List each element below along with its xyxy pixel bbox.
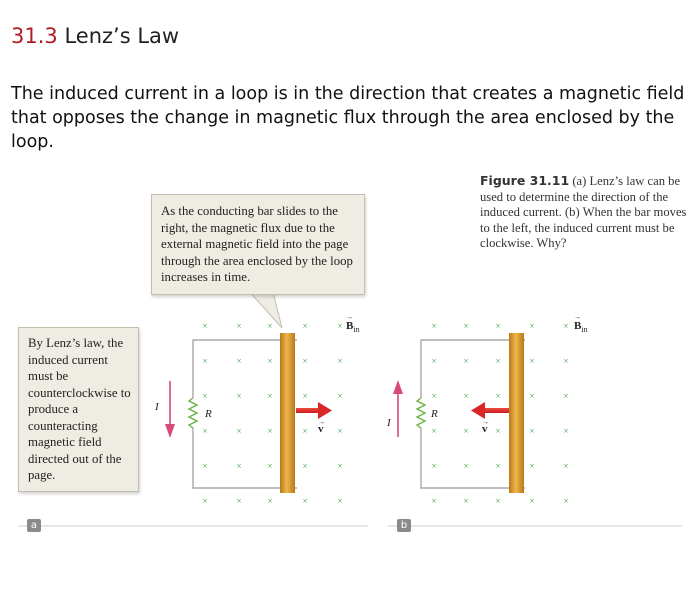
cross: ×: [302, 356, 308, 366]
intro-paragraph: The induced current in a loop is in the direction that creates a magnetic field that opposes the change in magnetic flux through the area enclosed by the loop.: [11, 84, 685, 152]
field-subscript-b: in: [581, 325, 588, 334]
velocity-vector-mark-a: →: [318, 418, 325, 426]
field-crosses-b: [431, 321, 568, 506]
cross: ×: [236, 461, 242, 471]
cross: ×: [495, 391, 501, 401]
current-arrowhead-b: [393, 380, 403, 394]
current-arrowhead-a: [165, 424, 175, 438]
velocity-label-a: v: [318, 423, 324, 435]
field-symbol-b: B: [574, 320, 582, 332]
cross: ×: [463, 356, 469, 366]
cross: ×: [202, 321, 208, 331]
cross: ×: [495, 461, 501, 471]
cross: ×: [463, 391, 469, 401]
cross: ×: [202, 426, 208, 436]
cross: ×: [337, 461, 343, 471]
cross: ×: [529, 426, 535, 436]
field-subscript-a: in: [353, 325, 360, 334]
cross: ×: [431, 496, 437, 506]
panel-a-tag: a: [27, 519, 41, 532]
cross: ×: [202, 356, 208, 366]
conducting-bar-a: [280, 333, 295, 493]
cross: ×: [563, 426, 569, 436]
resistor-label-a: R: [205, 408, 212, 420]
section-title: Lenz’s Law: [64, 24, 180, 48]
cross: ×: [337, 426, 343, 436]
cross: ×: [302, 391, 308, 401]
cross: ×: [267, 496, 273, 506]
cross: ×: [302, 321, 308, 331]
cross: ×: [529, 391, 535, 401]
cross: ×: [202, 461, 208, 471]
cross: ×: [431, 461, 437, 471]
cross: ×: [302, 461, 308, 471]
cross: ×: [302, 426, 308, 436]
cross: ×: [337, 321, 343, 331]
panel-b-tag: b: [397, 519, 411, 532]
cross: ×: [563, 321, 569, 331]
velocity-label-b: v: [482, 423, 488, 435]
cross: ×: [431, 321, 437, 331]
figure-label: Figure 31.11: [480, 173, 570, 188]
field-vector-mark-b: →: [574, 313, 581, 321]
field-vector-mark-a: →: [346, 313, 353, 321]
cross: ×: [267, 356, 273, 366]
cross: ×: [337, 496, 343, 506]
cross: ×: [236, 391, 242, 401]
cross: ×: [463, 426, 469, 436]
conducting-bar-b: [509, 333, 524, 493]
cross: ×: [563, 391, 569, 401]
cross: ×: [529, 321, 535, 331]
cross: ×: [529, 461, 535, 471]
velocity-arrowhead-b: [471, 402, 485, 419]
cross: ×: [431, 391, 437, 401]
cross: ×: [302, 496, 308, 506]
panel-b: [386, 313, 588, 506]
cross: ×: [236, 426, 242, 436]
figure-caption-text: (a) Lenz’s law can be used to determine the direction of the induced current. (b) When the bar moves to the left, the induced current must be clockwise. Why?: [480, 174, 687, 250]
field-symbol-a: B: [346, 320, 354, 332]
velocity-arrow-a: [296, 408, 318, 413]
cross: ×: [431, 426, 437, 436]
cross: ×: [563, 496, 569, 506]
cross: ×: [236, 356, 242, 366]
field-label-b: [574, 320, 588, 334]
cross: ×: [563, 356, 569, 366]
velocity-arrow-b: [485, 408, 509, 413]
cross: ×: [236, 496, 242, 506]
cross: ×: [495, 321, 501, 331]
current-label-a: I: [155, 401, 159, 413]
cross: ×: [463, 321, 469, 331]
section-number: 31.3: [11, 24, 58, 48]
field-label-a: [346, 320, 360, 334]
callout-left: By Lenz’s law, the induced current must be counterclockwise to produce a counteracting magnetic field directed out of the page.: [18, 327, 139, 492]
velocity-vector-mark-b: →: [482, 418, 489, 426]
cross: ×: [463, 496, 469, 506]
cross: ×: [529, 356, 535, 366]
resistor-label-b: R: [431, 408, 438, 420]
velocity-arrowhead-a: [318, 402, 332, 419]
panel-a: [154, 313, 360, 506]
cross: ×: [267, 426, 273, 436]
cross: ×: [495, 356, 501, 366]
cross: ×: [267, 391, 273, 401]
cross: ×: [495, 496, 501, 506]
callout-top: As the conducting bar slides to the right, the magnetic flux due to the external magnetic field into the page through the area enclosed by the loop increases in time.: [151, 194, 365, 295]
cross: ×: [563, 461, 569, 471]
cross: ×: [267, 321, 273, 331]
cross: ×: [431, 356, 437, 366]
cross: ×: [202, 391, 208, 401]
cross: ×: [495, 426, 501, 436]
cross: ×: [463, 461, 469, 471]
cross: ×: [337, 391, 343, 401]
cross: ×: [529, 496, 535, 506]
cross: ×: [267, 461, 273, 471]
cross: ×: [202, 496, 208, 506]
cross: ×: [337, 356, 343, 366]
current-label-b: I: [387, 417, 391, 429]
cross: ×: [236, 321, 242, 331]
